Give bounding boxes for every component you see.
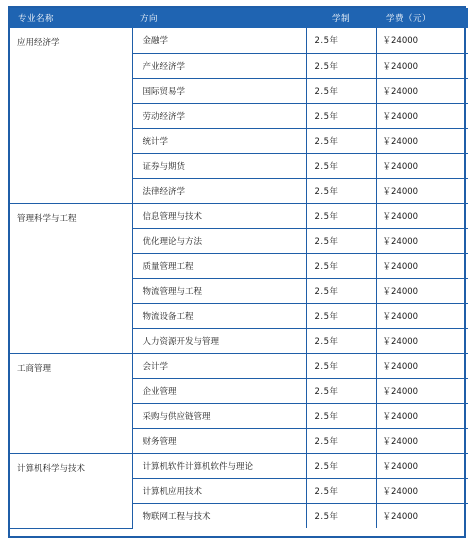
- fee-cell: ￥24000: [376, 453, 468, 478]
- fee-cell: ￥24000: [376, 228, 468, 253]
- program-fee-table: [10, 8, 468, 529]
- fee-cell: ￥24000: [376, 403, 468, 428]
- fee-cell: ￥24000: [376, 203, 468, 228]
- direction-cell: 会计学: [132, 353, 306, 378]
- years-cell: 2.5年: [306, 178, 376, 203]
- direction-cell: 质量管理工程: [132, 253, 306, 278]
- years-cell: 2.5年: [306, 328, 376, 353]
- years-cell: 2.5年: [306, 428, 376, 453]
- direction-cell: 财务管理: [132, 428, 306, 453]
- fee-cell: ￥24000: [376, 378, 468, 403]
- years-cell: 2.5年: [306, 203, 376, 228]
- years-cell: 2.5年: [306, 378, 376, 403]
- fee-cell: ￥24000: [376, 478, 468, 503]
- years-cell: 2.5年: [306, 278, 376, 303]
- major-name-cell: 工商管理: [10, 353, 132, 453]
- fee-cell: ￥24000: [376, 153, 468, 178]
- table-body: [10, 28, 468, 528]
- fee-cell: ￥24000: [376, 328, 468, 353]
- direction-cell: 计算机软件计算机软件与理论: [132, 453, 306, 478]
- years-cell: 2.5年: [306, 303, 376, 328]
- years-cell: 2.5年: [306, 28, 376, 53]
- major-name-cell: 应用经济学: [10, 28, 132, 203]
- direction-cell: 劳动经济学: [132, 103, 306, 128]
- years-cell: 2.5年: [306, 478, 376, 503]
- years-cell: 2.5年: [306, 103, 376, 128]
- direction-cell: 物流设备工程: [132, 303, 306, 328]
- fee-cell: ￥24000: [376, 103, 468, 128]
- fee-cell: ￥24000: [376, 28, 468, 53]
- years-cell: 2.5年: [306, 453, 376, 478]
- fee-cell: ￥24000: [376, 278, 468, 303]
- major-name-cell: 管理科学与工程: [10, 203, 132, 353]
- fee-cell: ￥24000: [376, 253, 468, 278]
- direction-cell: 企业管理: [132, 378, 306, 403]
- header-years: 学制: [306, 8, 376, 28]
- table-header: [10, 8, 468, 28]
- years-cell: 2.5年: [306, 253, 376, 278]
- fee-cell: ￥24000: [376, 503, 468, 528]
- direction-cell: 采购与供应链管理: [132, 403, 306, 428]
- years-cell: 2.5年: [306, 53, 376, 78]
- years-cell: 2.5年: [306, 78, 376, 103]
- table-row: [10, 28, 468, 53]
- direction-cell: 金融学: [132, 28, 306, 53]
- program-table-container: [8, 6, 466, 538]
- direction-cell: 产业经济学: [132, 53, 306, 78]
- fee-cell: ￥24000: [376, 353, 468, 378]
- years-cell: 2.5年: [306, 503, 376, 528]
- direction-cell: 信息管理与技术: [132, 203, 306, 228]
- direction-cell: 证券与期货: [132, 153, 306, 178]
- direction-cell: 法律经济学: [132, 178, 306, 203]
- years-cell: 2.5年: [306, 228, 376, 253]
- fee-cell: ￥24000: [376, 53, 468, 78]
- years-cell: 2.5年: [306, 128, 376, 153]
- header-major: 专业名称: [10, 8, 132, 28]
- direction-cell: 计算机应用技术: [132, 478, 306, 503]
- header-row: [10, 8, 468, 28]
- header-direction: 方向: [132, 8, 306, 28]
- table-row: [10, 453, 468, 478]
- direction-cell: 统计学: [132, 128, 306, 153]
- direction-cell: 国际贸易学: [132, 78, 306, 103]
- direction-cell: 物流管理与工程: [132, 278, 306, 303]
- direction-cell: 人力资源开发与管理: [132, 328, 306, 353]
- fee-cell: ￥24000: [376, 303, 468, 328]
- table-row: [10, 353, 468, 378]
- fee-cell: ￥24000: [376, 78, 468, 103]
- major-name-cell: 计算机科学与技术: [10, 453, 132, 528]
- fee-cell: ￥24000: [376, 178, 468, 203]
- fee-cell: ￥24000: [376, 428, 468, 453]
- header-fee: 学费（元）: [376, 8, 468, 28]
- years-cell: 2.5年: [306, 353, 376, 378]
- direction-cell: 优化理论与方法: [132, 228, 306, 253]
- years-cell: 2.5年: [306, 153, 376, 178]
- years-cell: 2.5年: [306, 403, 376, 428]
- fee-cell: ￥24000: [376, 128, 468, 153]
- table-row: [10, 203, 468, 228]
- direction-cell: 物联网工程与技术: [132, 503, 306, 528]
